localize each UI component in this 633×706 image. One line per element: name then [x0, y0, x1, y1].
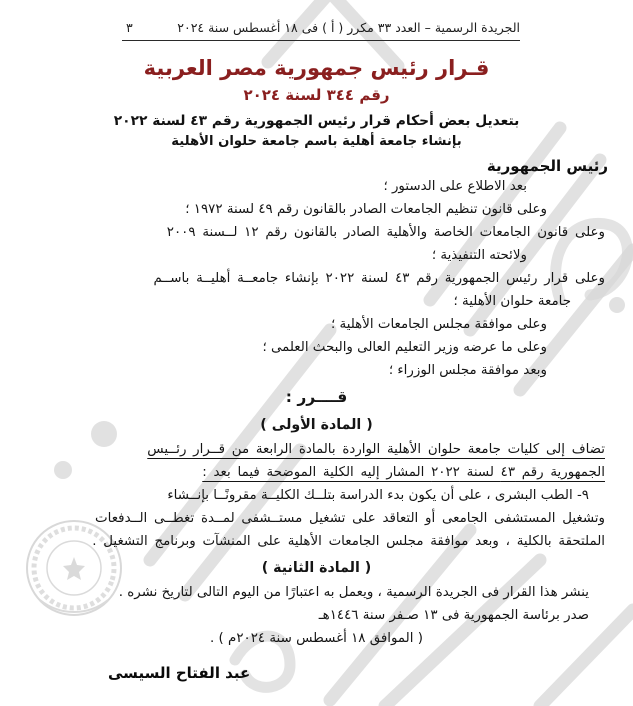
- gazette-header-text: الجريدة الرسمية – العدد ٣٣ مكرر ( أ ) فى ١٨ أغسطس سنة ٢٠٢٤: [177, 20, 520, 35]
- signature-name: عبد الفتاح السيسى: [108, 664, 251, 682]
- decree-word: قــــرر :: [285, 388, 348, 406]
- article-1-line-1: تضاف إلى كليات جامعة حلوان الأهلية الواردة بالمادة الرابعة من قــرار رئــيس: [147, 442, 605, 457]
- preamble-line-constitution: بعد الاطلاع على الدستور ؛: [383, 179, 527, 194]
- publication-line: ينشر هذا القرار فى الجريدة الرسمية ، ويعمل به اعتبارًا من اليوم التالى لتاريخ نشره .: [118, 585, 589, 600]
- clause-9-line-1: ٩- الطب البشرى ، على أن يكون بدء الدراسة بتلــك الكليــة مقرونًــا بإنــشاء: [167, 488, 589, 503]
- preamble-line-cabinet-approval: وبعد موافقة مجلس الوزراء ؛: [388, 363, 547, 378]
- clause-9-line-3: الملتحقة بالكلية ، وبعد موافقة مجلس الجامعات الأهلية على المنشآت وبرنامج التشغيل .: [92, 534, 605, 549]
- decree-number: رقم ٣٤٤ لسنة ٢٠٢٤: [243, 86, 390, 104]
- article-1-line-2: الجمهورية رقم ٤٣ لسنة ٢٠٢٢ المشار إليه الكلية الموضحة فيما بعد :: [202, 465, 605, 480]
- preamble-line-minister-proposal: وعلى ما عرضه وزير التعليم العالى والبحث العلمى ؛: [262, 340, 547, 355]
- page-number: ٣: [126, 20, 133, 35]
- preamble-line-regulations: ولائحته التنفيذية ؛: [431, 248, 527, 263]
- gazette-header: [122, 20, 520, 41]
- clause-9-line-2: وتشغيل المستشفى الجامعى أو التعاقد على تشغيل مستــشفى لمــدة تغطــى الــدفعات: [95, 511, 605, 526]
- subtitle-university: بإنشاء جامعة أهلية باسم جامعة حلوان الأهلية: [171, 134, 462, 149]
- preamble-line-law-49-1972: وعلى قانون تنظيم الجامعات الصادر بالقانون رقم ٤٩ لسنة ١٩٧٢ ؛: [185, 202, 547, 217]
- article-1-heading: ( المادة الأولى ): [260, 417, 373, 433]
- subtitle-amendment: بتعديل بعض أحكام قرار رئيس الجمهورية رقم ٤٣ لسنة ٢٠٢٢: [113, 113, 520, 129]
- issuance-date-hijri: صدر برئاسة الجمهورية فى ١٣ صـفر سنة ١٤٤٦هـ: [318, 608, 589, 623]
- preamble-line-law-12-2009: وعلى قانون الجامعات الخاصة والأهلية الصادر بالقانون رقم ١٢ لــسنة ٢٠٠٩: [166, 225, 605, 240]
- article-2-heading: ( المادة الثانية ): [261, 560, 372, 576]
- section-heading-president: رئيس الجمهورية: [486, 157, 608, 175]
- preamble-line-council-approval: وعلى موافقة مجلس الجامعات الأهلية ؛: [331, 317, 547, 332]
- decree-title: قـرار رئيس جمهورية مصر العربية: [143, 56, 490, 80]
- issuance-date-gregorian: ( الموافق ١٨ أغسطس سنة ٢٠٢٤م ) .: [210, 631, 423, 646]
- preamble-line-decree-43-2022: وعلى قرار رئيس الجمهورية رقم ٤٣ لسنة ٢٠٢٢ بإنشاء جامعــة أهليــة باســم: [153, 271, 605, 286]
- preamble-line-helwan-university: جامعة حلوان الأهلية ؛: [453, 294, 571, 309]
